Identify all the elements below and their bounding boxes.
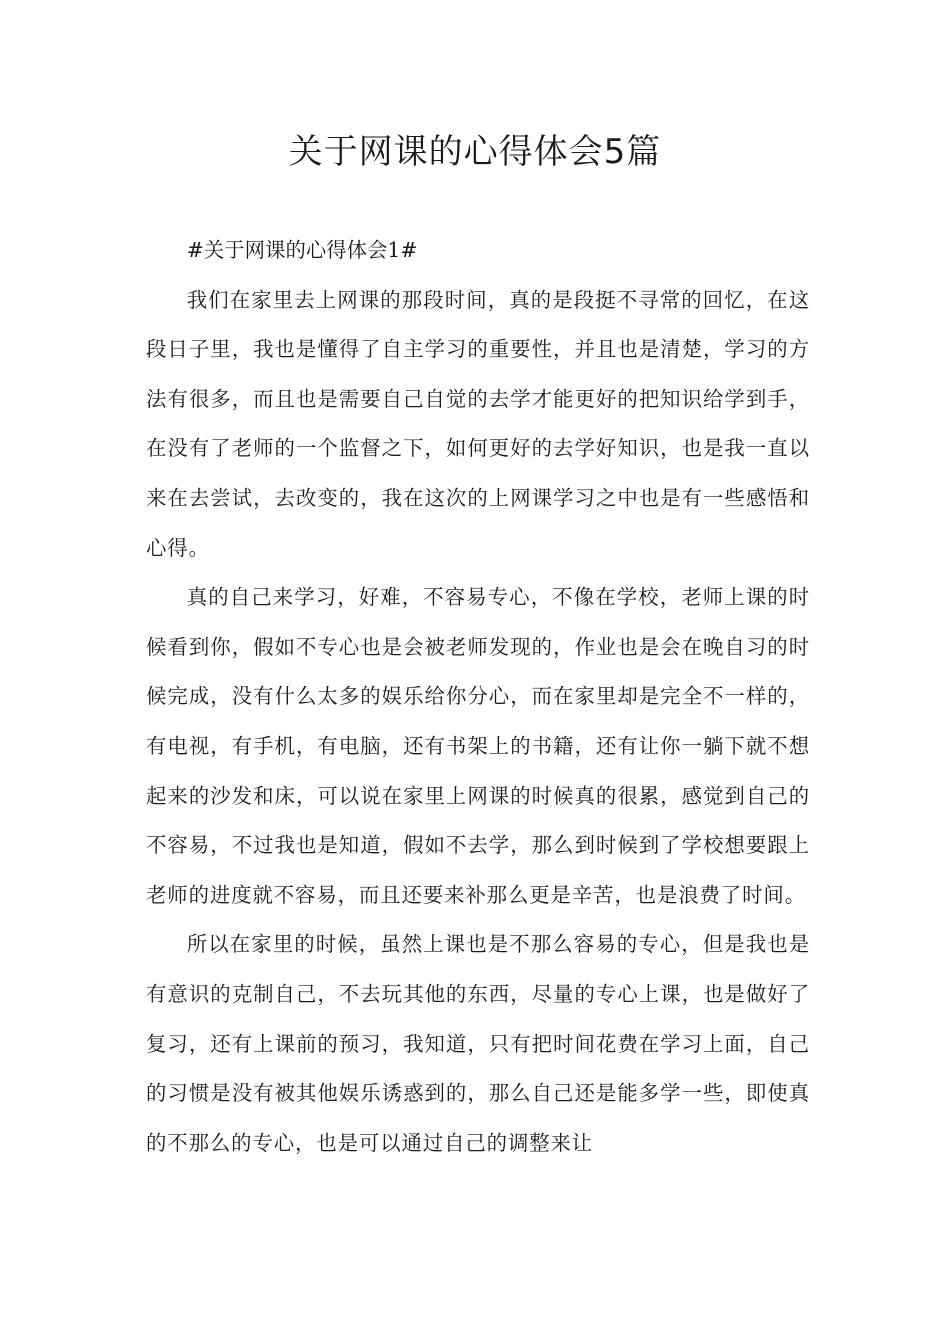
paragraph-3: 所以在家里的时候，虽然上课也是不那么容易的专心，但是我也是有意识的克制自己，不去玩其他的东西，尽量的专心上课，也是做好了复习，还有上课前的预习，我知道，只有把时间花费在学习上面，自己的习惯是没有被其他娱乐诱惑到的，那么自己还是能多学一些，即使真的不那么的专心，也是可以通过自己的调整来让	[146, 932, 810, 1155]
paragraph-1: 我们在家里去上网课的那段时间，真的是段挺不寻常的回忆，在这段日子里，我也是懂得了自主学习的重要性，并且也是清楚，学习的方法有很多，而且也是需要自己自觉的去学才能更好的把知识给学到手，在没有了老师的一个监督之下，如何更好的去学好知识，也是我一直以来在去尝试，去改变的，我在这次的上网课学习之中也是有一些感悟和心得。	[146, 287, 810, 560]
section-heading: #关于网课的心得体会1#	[186, 238, 418, 262]
paragraph-2: 真的自己来学习，好难，不容易专心，不像在学校，老师上课的时候看到你，假如不专心也是会被老师发现的，作业也是会在晚自习的时候完成，没有什么太多的娱乐给你分心，而在家里却是完全不一样的，有电视，有手机，有电脑，还有书架上的书籍，还有让你一躺下就不想起来的沙发和床，可以说在家里上网课的时候真的很累，感觉到自己的不容易，不过我也是知道，假如不去学，那么到时候到了学校想要跟上老师的进度就不容易，而且还要来补那么更是辛苦，也是浪费了时间。	[146, 585, 810, 907]
document-body	[146, 226, 810, 1168]
document-title: 关于网课的心得体会5篇	[288, 132, 662, 172]
